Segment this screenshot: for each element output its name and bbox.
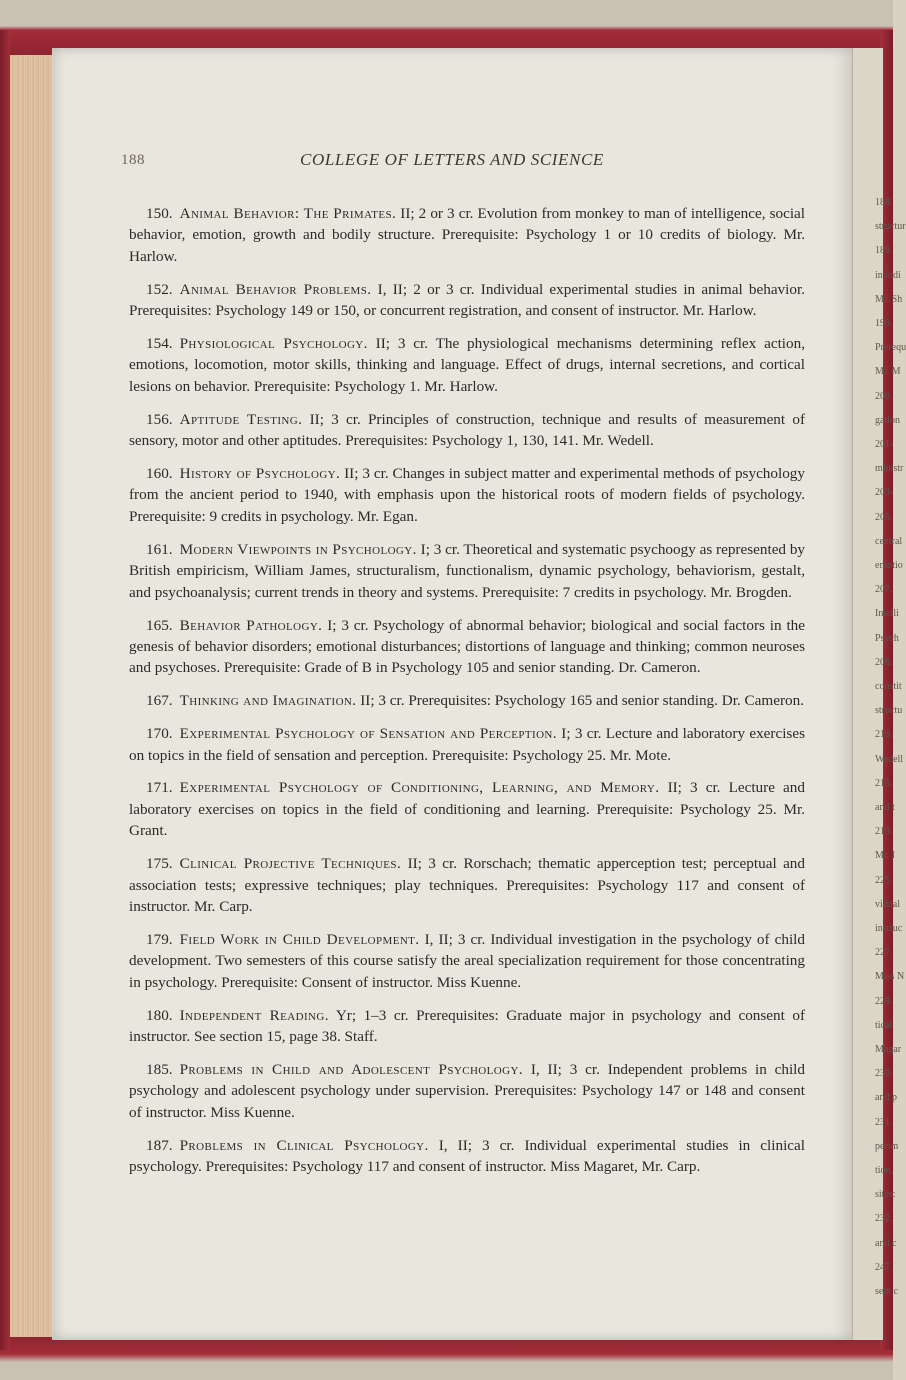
course-number: 150. xyxy=(146,205,173,222)
facing-page-text-fragment: Miss N xyxy=(875,971,905,983)
facing-page-text-fragment: 227. xyxy=(875,947,893,959)
course-title: History of Psychology. xyxy=(179,465,341,483)
course-entry xyxy=(129,203,805,267)
course-title: Experimental Psychology of Sensation and Perception. xyxy=(179,725,557,743)
facing-page-text-fragment: central xyxy=(875,535,903,547)
facing-page-text-fragment: 247. xyxy=(875,1261,893,1273)
facing-page-text-fragment: sites: xyxy=(875,1189,896,1201)
course-entry xyxy=(129,1059,805,1123)
facing-page-text-fragment: Mr. Sh xyxy=(875,293,903,305)
course-description: II; 3 cr. Principles of construction, technique and results of measurement of sensory, motor and other aptitudes. Prerequisites: Psychology 1, 130, 141. Mr. Wedell. xyxy=(129,410,806,450)
course-title: Aptitude Testing. xyxy=(179,410,303,428)
facing-page-text-fragment: and t xyxy=(875,802,895,813)
facing-page-text-fragment: Mr. M xyxy=(875,366,901,378)
facing-page-text-fragment: 210. xyxy=(875,729,893,741)
facing-page-text-fragment: and c xyxy=(875,1237,897,1249)
course-title: Behavior Pathology. xyxy=(179,616,323,634)
course-description: I; 3 cr. Psychology of abnormal behavior; biological and social factors in the genesis of behavior disorders; emotional disturbances; distortions of language and thinking; common neuroses and psychoses. Prerequisite: Grade of B in Psychology 105 and senior standing. Dr. Cameron. xyxy=(129,616,806,677)
facing-page-text-fragment: vidual xyxy=(875,898,900,910)
facing-page-text-fragment: instruc xyxy=(875,923,903,934)
course-title: Clinical Projective Techniques. xyxy=(179,855,402,873)
course-entry xyxy=(129,1005,805,1048)
course-entry xyxy=(129,463,805,527)
facing-page-text-fragment: perim xyxy=(875,1140,899,1152)
course-title: Independent Reading. xyxy=(179,1006,329,1024)
page-stack-edges xyxy=(10,55,56,1337)
facing-page-text-fragment: Prerequ xyxy=(875,342,906,354)
course-description: I; 3 cr. Lecture and laboratory exercises on topics in the field of sensation and perception. Prerequisite: Psychology 25. Mr. Mote. xyxy=(129,725,805,764)
running-header: COLLEGE OF LETTERS AND SCIENCE xyxy=(300,150,604,169)
facing-page-text-fragment: and p xyxy=(875,1092,897,1104)
facing-page-text-fragment: ministr xyxy=(875,463,904,475)
facing-page-text-fragment: 232. xyxy=(875,1213,893,1225)
course-number: 160. xyxy=(146,465,173,483)
course-number: 187. xyxy=(146,1136,173,1154)
course-entry xyxy=(129,1135,805,1178)
facing-page-text-fragment: tical xyxy=(875,1019,893,1031)
course-entry xyxy=(129,723,805,766)
course-number: 175. xyxy=(146,855,173,873)
course-description: I; 3 cr. Theoretical and systematic psychoogy as represented by British empiricism, William James, structuralism, functionalism, dynamic psychology, behaviorism, gestalt, and psychoanalysis; current trends in theory and systems. Prerequisite: 7 credits in psychology. Mr. Brogden. xyxy=(129,540,806,601)
course-entry xyxy=(129,333,805,397)
course-entry xyxy=(129,777,805,841)
facing-page-text-fragment: emotio xyxy=(875,560,903,571)
course-description: II; 3 cr. Changes in subject matter and experimental methods of psychology from the ancient period to 1940, with emphasis upon the historical roots of modern fields of psychology. Prerequisite: 9 credits in psychology. Mr. Egan. xyxy=(129,465,805,525)
course-number: 161. xyxy=(146,540,173,558)
facing-page-text-fragment: 215. xyxy=(875,777,893,789)
course-description: Yr; 1–3 cr. Prerequisites: Graduate major in psychology and consent of instructor. See section 15, page 38. Staff. xyxy=(129,1006,805,1045)
facing-page-text-fragment: 200. xyxy=(875,390,893,402)
facing-page-text-fragment: Psych xyxy=(875,632,899,644)
course-description: II; 3 cr. The physiological mechanisms determining reflex action, emotions, locomotion, motor skills, thinking and language. Effect of drugs, internal secretions, and cortical lesions on behavior. Prerequisite: Psychology 1. Mr. Harlow. xyxy=(129,335,805,395)
facing-page-text-fragment: Intelli xyxy=(875,608,899,620)
facing-page-text-fragment: 203- xyxy=(875,487,894,499)
course-number: 179. xyxy=(146,930,173,948)
facing-page-text-fragment: structur xyxy=(875,221,906,233)
course-description: II; 3 cr. Prerequisites: Psychology 165 and senior standing. Dr. Cameron. xyxy=(360,692,804,710)
course-number: 185. xyxy=(146,1060,173,1078)
facing-page-text-fragment: 201- xyxy=(875,439,894,450)
course-title: Physiological Psychology. xyxy=(179,335,368,353)
course-entry xyxy=(129,409,805,452)
course-title: Experimental Psychology of Conditioning, Learning, and Memory. xyxy=(179,779,660,797)
facing-page-text-fragment: 219. xyxy=(875,826,893,838)
facing-page-text-fragment: 190. xyxy=(875,318,893,329)
course-entry xyxy=(129,853,805,917)
course-entry xyxy=(129,279,805,322)
course-title: Animal Behavior: The Primates. xyxy=(179,205,397,222)
facing-page-text-fragment: structu xyxy=(875,705,903,717)
book-cover-top-edge xyxy=(0,0,893,55)
course-description: I, II; 3 cr. Individual investigation in the psychology of child development. Two semesters of this course satisfy the areal specialization requirement for those concentrating in psychology. Prerequisite: Consent of instructor. Miss Kuenne. xyxy=(129,930,805,991)
course-number: 165. xyxy=(146,616,173,634)
facing-page-text-fragment: 207. xyxy=(875,584,893,596)
course-description: II; 3 cr. Rorschach; thematic apperception test; perceptual and association tests; expressive techniques; play techniques. Prerequisites: Psychology 117 and consent of instructor. Mr. Carp. xyxy=(129,855,805,915)
course-title: Animal Behavior Problems. xyxy=(179,280,372,298)
course-entry xyxy=(129,929,805,993)
facing-page-text-fragment: 231. xyxy=(875,1116,893,1128)
course-description: II; 2 or 3 cr. Evolution from monkey to man of intelligence, social behavior, emotion, growth and bodily structure. Prerequisite: Psychology 1 or 10 credits of biology. Mr. Harlow. xyxy=(129,205,806,265)
facing-page-text-fragment: 189. xyxy=(875,245,893,257)
facing-page-edge xyxy=(852,48,906,1340)
course-description: II; 3 cr. Lecture and laboratory exercises on topics in the field of conditioning and learning. Prerequisite: Psychology 25. Mr. Grant. xyxy=(129,779,805,840)
course-entry xyxy=(129,615,805,679)
course-entry xyxy=(129,690,805,711)
facing-page-text-fragment: 225. xyxy=(875,874,893,886)
course-title: Thinking and Imagination. xyxy=(179,692,357,710)
facing-page-text-fragment: Wedell xyxy=(875,753,904,765)
course-title: Problems in Clinical Psychology. xyxy=(179,1136,429,1154)
facing-page-text-fragment: Magar xyxy=(875,1044,902,1055)
facing-page-text-fragment: tion, xyxy=(875,1165,894,1176)
facing-page-text-fragment: 188. xyxy=(875,197,893,208)
course-number: 170. xyxy=(146,725,173,743)
course-entry xyxy=(129,539,805,603)
course-number: 180. xyxy=(146,1006,173,1024)
course-title: Field Work in Child Development. xyxy=(179,930,420,948)
page-number: 188 xyxy=(121,152,145,168)
facing-page-text-fragment: constit xyxy=(875,681,902,692)
course-number: 171. xyxy=(146,779,173,797)
course-title: Modern Viewpoints in Psychology. xyxy=(179,540,417,558)
facing-page-text-fragment: 228. xyxy=(875,995,893,1007)
course-list xyxy=(129,203,805,1189)
course-number: 167. xyxy=(146,692,173,710)
facing-page-text-fragment: sent c xyxy=(875,1286,899,1297)
course-number: 156. xyxy=(146,410,173,428)
book-cover-bottom-edge xyxy=(0,1336,893,1380)
facing-page-text-fragment: in indi xyxy=(875,269,901,281)
course-description: I, II; 3 cr. Individual experimental studies in clinical psychology. Prerequisites: Psychology 117 and consent of instructor. Miss Magaret, Mr. Carp. xyxy=(129,1136,805,1176)
course-number: 152. xyxy=(146,280,173,298)
book-cover-left-edge xyxy=(0,30,10,1350)
facing-page-text-fragment: 205. xyxy=(875,511,893,523)
course-title: Problems in Child and Adolescent Psychology. xyxy=(179,1060,523,1078)
facing-page-text-fragment: Mr. I xyxy=(875,850,895,862)
course-description: I, II; 2 or 3 cr. Individual experimental studies in animal behavior. Prerequisites: Psychology 149 or 150, or concurrent registration, and consent of instructor. Mr. Harlow. xyxy=(129,280,805,320)
course-number: 154. xyxy=(146,335,173,353)
course-description: I, II; 3 cr. Independent problems in child psychology and adolescent psychology under supervision. Prerequisites: Psychology 147 or 148 and consent of instructor. Miss Kuenne. xyxy=(129,1060,805,1121)
facing-page-text-fragment: 208. xyxy=(875,656,893,668)
facing-page-text-fragment: 230. xyxy=(875,1068,893,1080)
facing-page-text-fragment: gation xyxy=(875,414,900,426)
